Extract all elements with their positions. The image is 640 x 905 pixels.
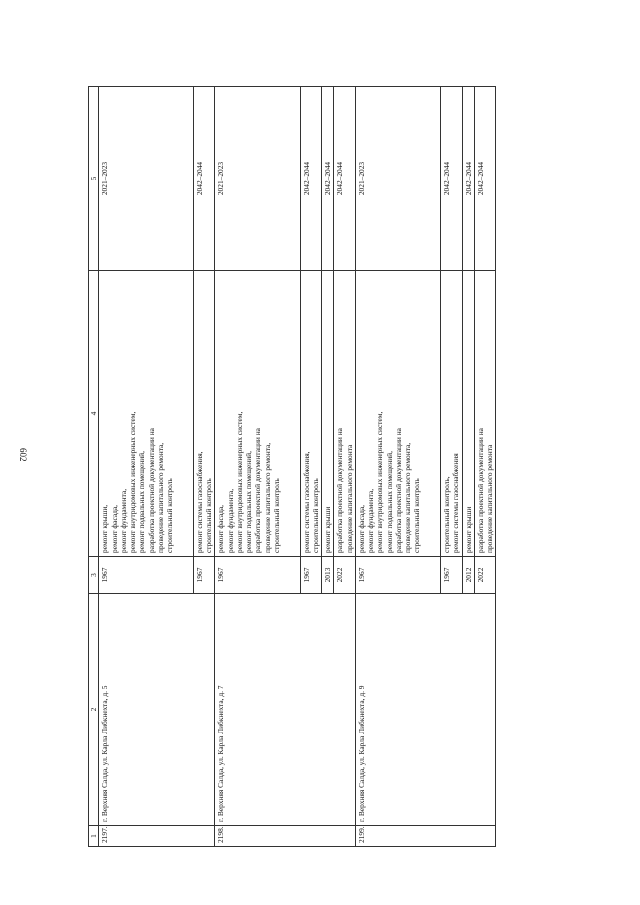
work-item: ремонт фасада, — [109, 505, 119, 553]
year-cell: 2013 — [322, 557, 334, 594]
period-cell: 2042–2044 — [334, 87, 356, 271]
year-cell: 1967 — [355, 557, 440, 594]
column-number-cell: 2 — [89, 594, 99, 826]
work-item: ремонт внутридомовых инженерных систем, — [234, 411, 244, 553]
column-number-cell: 4 — [89, 271, 99, 557]
entry-number: 2198. — [215, 826, 356, 847]
works-cell — [193, 271, 215, 557]
period-cell: 2021–2023 — [99, 87, 194, 271]
work-item: ремонт крыши — [463, 506, 473, 553]
year-cell: 2022 — [334, 557, 356, 594]
works-cell — [334, 271, 356, 557]
work-item: ремонт фундамента, — [366, 488, 375, 553]
period-cell: 2042–2044 — [322, 87, 334, 271]
work-item: строительный контроль — [412, 478, 422, 553]
entry-number: 2199. — [355, 826, 496, 847]
work-item: строительный контроль — [165, 478, 174, 553]
work-item: проведение капитального ремонта — [485, 444, 494, 553]
works-cell — [322, 271, 334, 557]
work-item: ремонт фасада, — [216, 505, 226, 553]
works-cell — [300, 271, 322, 557]
work-item: ремонт внутридомовых инженерных систем, — [128, 411, 137, 553]
work-item: ремонт фундамента, — [225, 488, 235, 553]
column-number-cell: 5 — [89, 87, 99, 271]
work-item: разработка проектной документации на — [475, 428, 485, 553]
year-cell: 1967 — [193, 557, 215, 594]
work-item: строительный контроль, — [442, 476, 451, 553]
table-row — [215, 87, 300, 847]
period-cell: 2021–2023 — [355, 87, 440, 271]
repair-schedule-table — [88, 86, 496, 847]
period-cell: 2042–2044 — [462, 87, 474, 271]
year-cell: 1967 — [215, 557, 300, 594]
column-number-cell: 1 — [89, 826, 99, 847]
year-cell: 2012 — [462, 557, 474, 594]
work-item: ремонт внутридомовых инженерных систем, — [375, 411, 385, 553]
table-row — [355, 87, 440, 847]
works-cell — [441, 271, 463, 557]
work-item: разработка проектной документации на — [393, 428, 403, 553]
work-item: строительный контроль — [271, 478, 281, 553]
work-item: проведение капитального ремонта, — [403, 442, 412, 553]
period-cell: 2042–2044 — [300, 87, 322, 271]
work-item: ремонт крыши — [323, 506, 332, 553]
table-row — [99, 87, 194, 847]
work-item: строительный контроль — [204, 478, 213, 553]
works-cell — [99, 271, 194, 557]
work-item: проведение капитального ремонта — [344, 444, 354, 553]
year-cell: 1967 — [99, 557, 194, 594]
building-address: г. Верхняя Салда, ул. Карла Либкнехта, д. 9 — [355, 594, 496, 826]
work-item: ремонт подвальных помещений, — [137, 451, 147, 553]
period-cell: 2021–2023 — [215, 87, 300, 271]
work-item: ремонт подвальных помещений, — [244, 451, 253, 553]
rotated-page-content — [88, 87, 518, 847]
works-cell — [462, 271, 474, 557]
entry-number: 2197. — [99, 826, 215, 847]
work-item: ремонт системы газоснабжения — [451, 453, 461, 553]
works-cell — [474, 271, 496, 557]
work-item: строительный контроль — [310, 478, 320, 553]
work-item: ремонт системы газоснабжения, — [301, 451, 311, 553]
period-cell: 2042–2044 — [474, 87, 496, 271]
work-item: проведение капитального ремонта, — [262, 442, 272, 553]
building-address: г. Верхняя Салда, ул. Карла Либкнехта, д. 7 — [215, 594, 356, 826]
column-number-row — [89, 87, 99, 847]
work-item: ремонт системы газоснабжения, — [194, 451, 204, 553]
building-address: г. Верхняя Салда, ул. Карла Либкнехта, д. 5 — [99, 594, 215, 826]
work-item: ремонт крыши, — [100, 504, 110, 553]
work-item: ремонт фасада, — [356, 505, 366, 553]
period-cell: 2042–2044 — [441, 87, 463, 271]
works-cell — [215, 271, 300, 557]
work-item: разработка проектной документации на — [253, 428, 263, 553]
work-item: ремонт подвальных помещений, — [384, 451, 394, 553]
work-item: разработка проектной документации на — [146, 428, 156, 553]
period-cell: 2042–2044 — [193, 87, 215, 271]
year-cell: 1967 — [441, 557, 463, 594]
work-item: разработка проектной документации на — [335, 428, 345, 553]
year-cell: 1967 — [300, 557, 322, 594]
work-item: ремонт фундамента, — [118, 488, 128, 553]
year-cell: 2022 — [474, 557, 496, 594]
page-number: 602 — [18, 448, 28, 462]
works-cell — [355, 271, 440, 557]
column-number-cell: 3 — [89, 557, 99, 594]
work-item: проведение капитального ремонта, — [155, 442, 165, 553]
